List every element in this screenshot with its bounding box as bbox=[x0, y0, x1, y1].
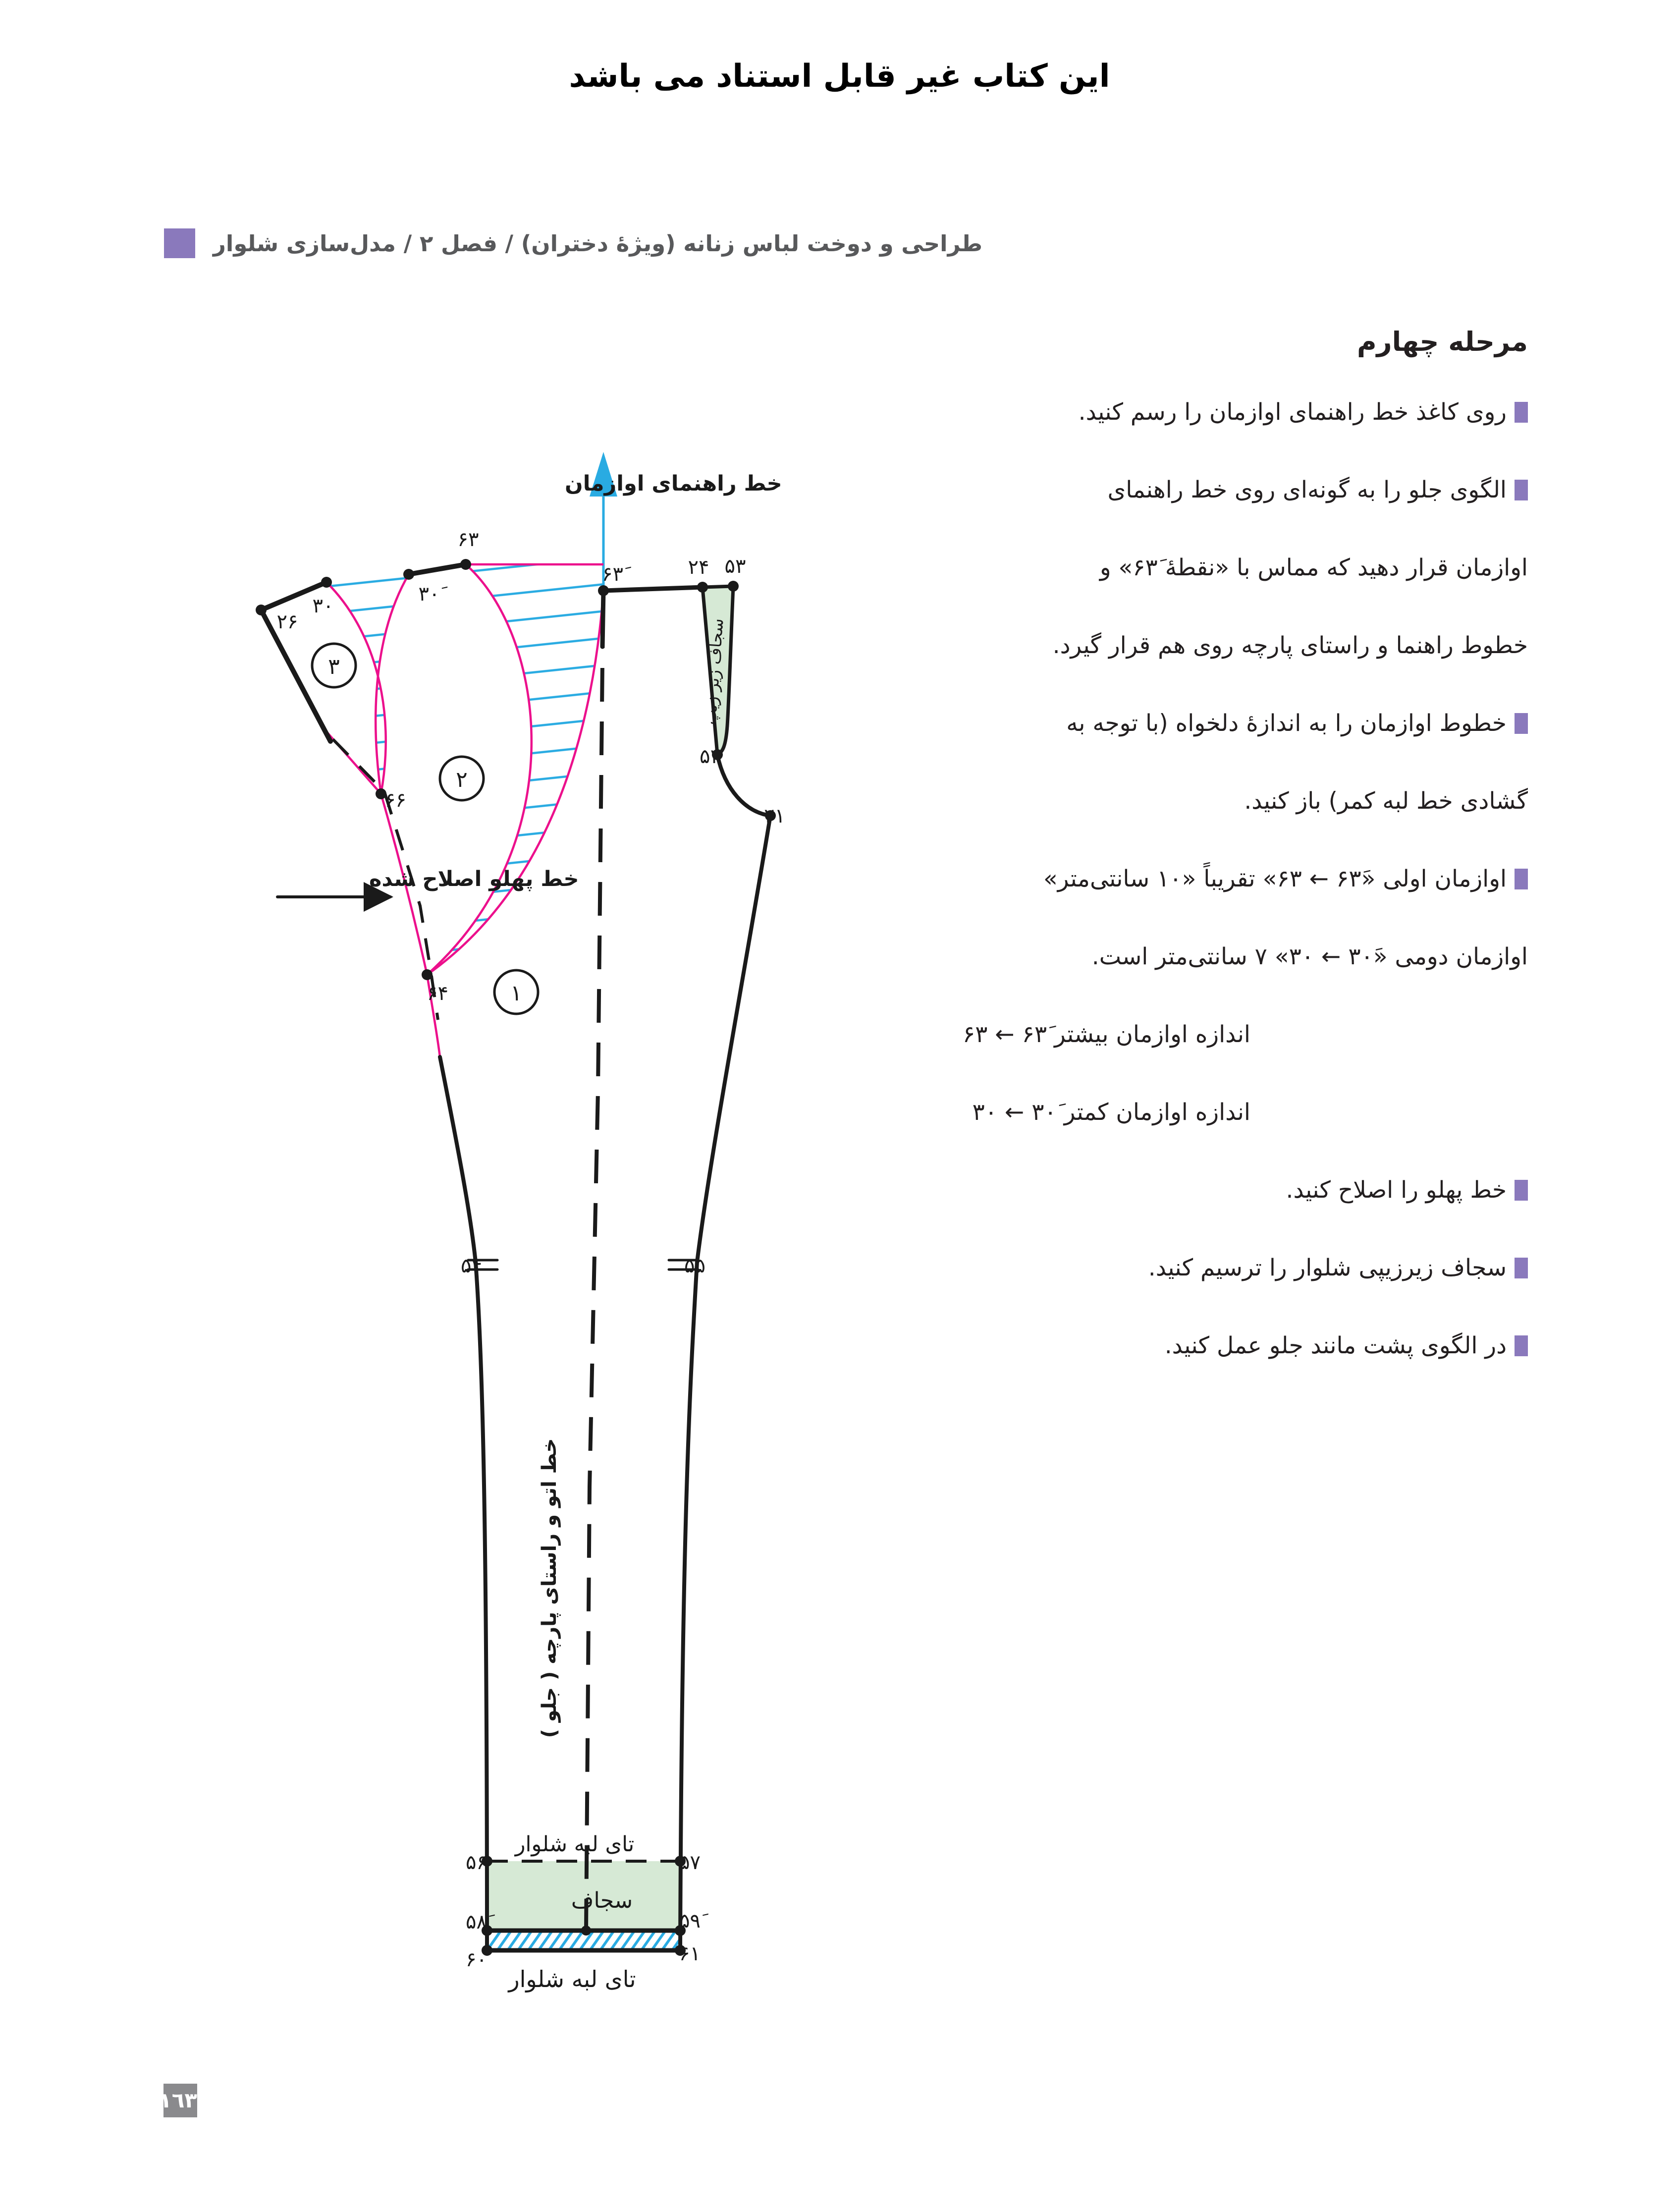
instruction-text: خط پهلو را اصلاح کنید. bbox=[1286, 1176, 1507, 1204]
header-title: طراحی و دوخت لباس زنانه (ویژهٔ دختران) / فصل ۲ / مدل‌سازی شلوار bbox=[213, 230, 982, 257]
instruction-text: اوازمان قرار دهید که مماس با «نقطهٔ ۶۳َ» و bbox=[1099, 554, 1528, 581]
instruction-text: گشادی خط لبه کمر) باز کنید. bbox=[1244, 787, 1528, 815]
crease-dashed-line bbox=[586, 614, 603, 1931]
instruction-text: اندازه اوازمان کمتر ۳۰َ ← ۳۰ bbox=[972, 1099, 1250, 1126]
label-57: ۵۷ bbox=[679, 1851, 701, 1874]
corrected-side-label: خط پهلو اصلاح شده bbox=[369, 867, 579, 891]
label-26: ۲۶ bbox=[276, 610, 298, 633]
hem-fold-top-label: تای لبه شلوار bbox=[515, 1832, 635, 1857]
instruction-text: اندازه اوازمان بیشتر ۶۳َ ← ۶۳ bbox=[962, 1021, 1250, 1048]
hem-fold-bottom-label: تای لبه شلوار bbox=[508, 1966, 636, 1992]
hem-facing-label: سجاف bbox=[571, 1888, 633, 1913]
instruction-text: الگوی جلو را به گونه‌ای روی خط راهنمای bbox=[1107, 476, 1507, 503]
instruction-text: اوازمان اولی «۶۳َ ← ۶۳» تقریباً «۱۰ سانتی‌متر» bbox=[1043, 865, 1507, 892]
section-title: مرحله چهارم bbox=[1356, 326, 1528, 357]
label-30: ۳۰ bbox=[312, 595, 334, 617]
guide-line-label: خط راهنمای اوازمان bbox=[565, 471, 782, 496]
instruction-text: اوازمان دومی «۳۰َ ← ۳۰» ۷ سانتی‌متر است. bbox=[1091, 943, 1528, 970]
label-58p: ۵۸َ bbox=[466, 1911, 487, 1934]
label-21: ۲۱ bbox=[764, 805, 785, 828]
label-63p: ۶۳َ bbox=[602, 563, 623, 586]
label-66: ۶۶ bbox=[385, 789, 406, 812]
label-55: ۵۵ bbox=[684, 1255, 705, 1277]
label-30p: ۳۰َ bbox=[418, 583, 440, 606]
label-52: ۵۲ bbox=[700, 745, 721, 768]
label-54: ۵۴ bbox=[461, 1255, 482, 1277]
instruction-text: سجاف زیرزیپی شلوار را ترسیم کنید. bbox=[1148, 1254, 1507, 1281]
label-56: ۵۶ bbox=[466, 1851, 487, 1874]
instruction-text: در الگوی پشت مانند جلو عمل کنید. bbox=[1164, 1332, 1507, 1359]
label-61: ۶۱ bbox=[679, 1942, 701, 1965]
piece-3-number: ۳ bbox=[328, 654, 340, 679]
top-notice-text: این کتاب غیر قابل استناد می باشد bbox=[569, 58, 1110, 95]
zipper-facing-label: سجاف زیر زیپ bbox=[700, 617, 727, 725]
label-64: ۶۴ bbox=[427, 982, 448, 1005]
instruction-text: خطوط اوازمان را به اندازهٔ دلخواه (با توجه به bbox=[1066, 710, 1507, 737]
instruction-text: روی کاغذ خط راهنمای اوازمان را رسم کنید. bbox=[1078, 398, 1507, 426]
label-24: ۲۴ bbox=[688, 556, 709, 579]
piece-2-number: ۲ bbox=[456, 767, 468, 792]
crease-grainline-label: خط اتو و راستای پارچه ( جلو ) bbox=[538, 1438, 561, 1738]
page-number-badge: ١٦٣ bbox=[163, 2084, 197, 2117]
instruction-text: خطوط راهنما و راستای پارچه روی هم قرار گیرد. bbox=[1052, 632, 1528, 659]
piece-1-number: ۱ bbox=[510, 981, 522, 1006]
label-63: ۶۳ bbox=[457, 528, 479, 551]
piece-number-circles bbox=[312, 644, 538, 1014]
label-59p: ۵۹َ bbox=[679, 1910, 701, 1933]
label-60: ۶۰ bbox=[466, 1948, 487, 1971]
label-53: ۵۳ bbox=[724, 555, 746, 578]
